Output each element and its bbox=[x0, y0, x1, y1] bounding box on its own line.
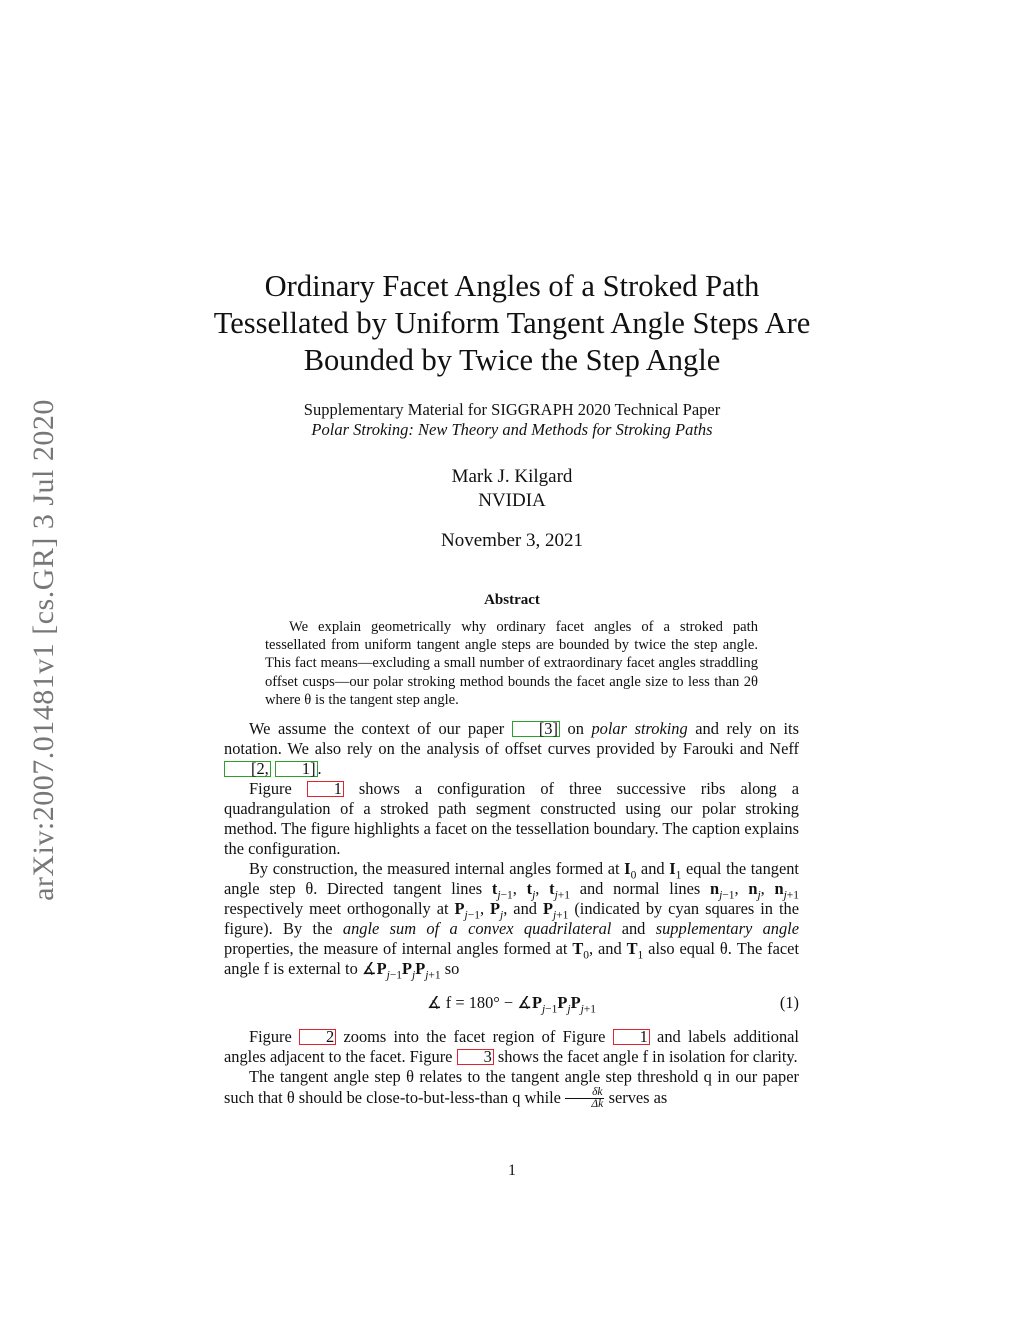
supplementary-line: Supplementary Material for SIGGRAPH 2020 Technical Paper bbox=[303, 400, 721, 419]
body-text bbox=[224, 719, 799, 1111]
figure-ref-link[interactable]: 3 bbox=[457, 1049, 494, 1065]
equation-1: ∡ $f = 180^\circ - ∡P_{j-1}P_jP_{j+1}$ (1) bbox=[427, 993, 799, 1016]
equation-number: (1) bbox=[779, 993, 799, 1012]
title-line: Ordinary Facet Angles of a Stroked Path bbox=[264, 269, 760, 303]
paragraph: By construction, the measured internal angles formed at $I_0$ and $I_1$ equal the tangent angle step θ. Directed tangent lines $t_{j-1}$, $t_j$, $t_{j+1}$ and normal lines $n_{j-1}$, $n_j$, $n_{j+1}$ respectively meet orthogonally at $P_{j-1}$, $P_j$, and $P_{j+1}$ (indicated by cyan squares in the figure). By the angle sum of a convex quadrilateral and supplementary angle properties, the measure of internal angles formed at $T_0$, and $T_1$ also equal θ. The facet angle f is external to $∡P_{j-1}P_jP_{j+1}$ so bbox=[224, 859, 800, 982]
paragraph: We assume the context of our paper [3] on polar stroking and rely on its notation. We also rely on the analysis of offset curves provided by Farouki and Neff [2, 1] . bbox=[224, 719, 799, 778]
paragraph: Figure 2 zooms into the facet region of Figure 1 and labels additional angles adjacent to the facet. Figure 3 shows the facet angle f in isolation for clarity. bbox=[224, 1027, 799, 1066]
paper-date: November 3, 2021 bbox=[441, 530, 583, 551]
author-block bbox=[210, 465, 814, 513]
title-line: Tessellated by Uniform Tangent Angle Steps Are bbox=[213, 306, 811, 340]
paper-reference-title: Polar Stroking: New Theory and Methods for Stroking Paths bbox=[311, 420, 713, 439]
arxiv-stamp: arXiv:2007.01481v1 [cs.GR] 3 Jul 2020 bbox=[27, 399, 60, 901]
citation-link[interactable]: [2, bbox=[224, 761, 271, 777]
page-number: 1 bbox=[508, 1162, 516, 1179]
paper-title bbox=[210, 268, 814, 379]
figure-ref-link[interactable]: 1 bbox=[613, 1029, 650, 1045]
author-affiliation: NVIDIA bbox=[478, 490, 546, 511]
author-name: Mark J. Kilgard bbox=[451, 466, 573, 487]
abstract-heading: Abstract bbox=[484, 592, 540, 608]
figure-ref-link[interactable]: 1 bbox=[307, 781, 344, 797]
abstract-text: We explain geometrically why ordinary facet angles of a stroked path tessellated from uniform tangent angle steps are bounded by twice the step angle. This fact means—excluding a small number of extraordinary facet angles straddling offset cusps—our polar stroking method bounds the facet angle size to less than 2θ where θ is the tangent step angle. bbox=[265, 619, 758, 708]
delta-fraction: $\frac{\delta k}{\Delta k}$ bbox=[565, 1087, 604, 1111]
citation-link[interactable]: [3] bbox=[512, 721, 560, 737]
paragraph: The tangent angle step θ relates to the tangent angle step threshold q in our paper such that θ should be close-to-but-less-than q while $\frac{\delta k}{\Delta k}$ serves as bbox=[224, 1067, 799, 1111]
citation-link[interactable]: 1] bbox=[275, 761, 318, 777]
title-line: Bounded by Twice the Step Angle bbox=[303, 343, 721, 377]
supplementary-note bbox=[210, 400, 814, 440]
paragraph: Figure 1 shows a configuration of three successive ribs along a quadrangulation of a stroked path segment constructed using our polar stroking method. The figure highlights a facet on the tessellation boundary. The caption explains the configuration. bbox=[224, 779, 799, 858]
figure-ref-link[interactable]: 2 bbox=[299, 1029, 336, 1045]
